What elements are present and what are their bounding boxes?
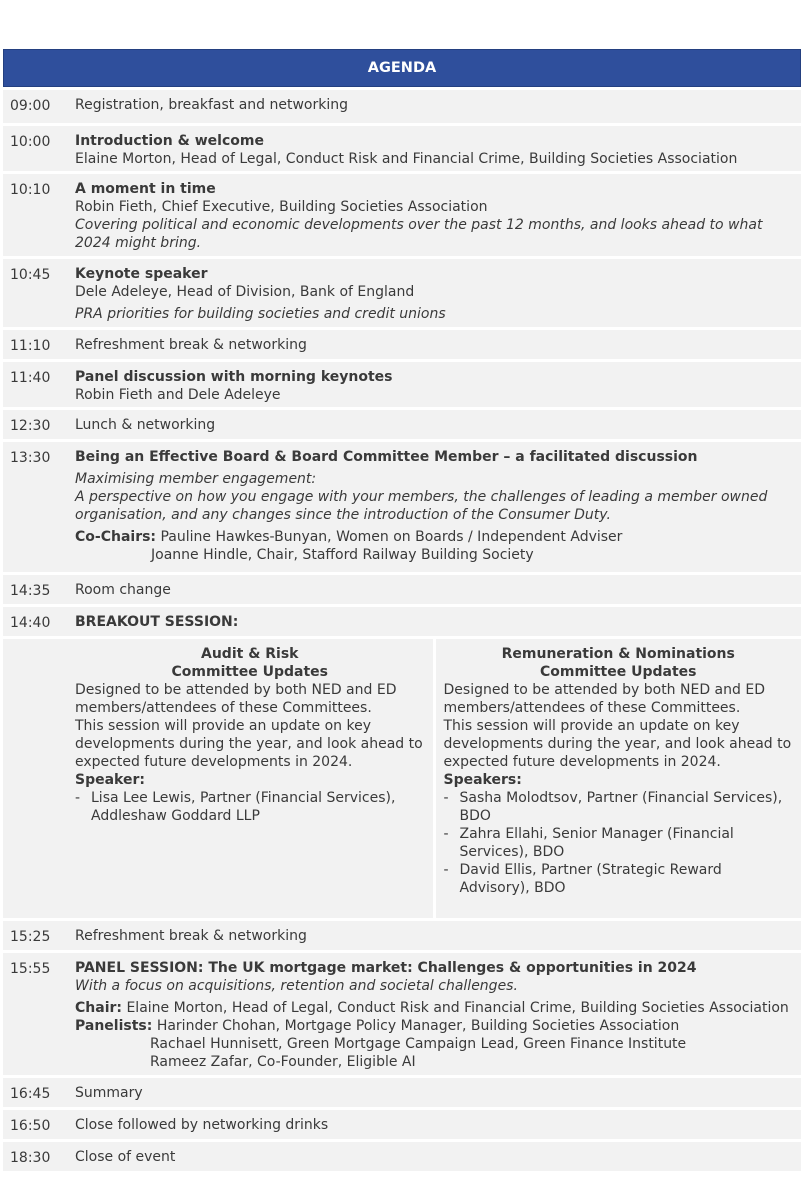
row-time-empty (3, 639, 64, 918)
row-body (67, 126, 801, 171)
bullet-dash: - (443, 790, 449, 806)
breakout-row (3, 639, 801, 918)
row-title: Refreshment break & networking (75, 928, 307, 944)
agenda-row (3, 126, 801, 171)
agenda-row (3, 259, 801, 327)
row-description: Covering political and economic developments over the past 12 months, and looks ahead to what 2024 might bring. (75, 217, 763, 251)
agenda-row (3, 362, 801, 407)
panelists-label: Panelists: (75, 1018, 153, 1034)
row-title: Lunch & networking (75, 417, 216, 433)
row-body (67, 575, 801, 604)
bullet-dash: - (443, 862, 449, 878)
row-body (67, 1110, 801, 1139)
agenda-row (3, 90, 801, 123)
breakout-speaker (444, 789, 794, 825)
breakout-title-line1: Audit & Risk (201, 646, 299, 662)
breakout-speaker-label: Speakers: (443, 772, 522, 788)
row-title: PANEL SESSION: The UK mortgage market: Challenges & opportunities in 2024 (75, 960, 697, 976)
row-time: 14:35 (10, 583, 51, 599)
row-speaker: Dele Adeleye, Head of Division, Bank of England (75, 284, 415, 300)
row-title: Registration, breakfast and networking (75, 97, 348, 113)
agenda-title: AGENDA (367, 60, 437, 76)
breakout-sessions (67, 639, 801, 918)
cochairs-label: Co-Chairs: (75, 529, 157, 545)
row-body (67, 442, 801, 572)
speaker-name: Zahra Ellahi, Senior Manager (Financial Services), BDO (459, 826, 734, 860)
agenda-table (3, 49, 801, 1171)
chair-label: Chair: (75, 1000, 122, 1016)
breakout-intro: Designed to be attended by both NED and ED members/attendees of these Committees. (75, 682, 397, 716)
row-body (67, 1078, 801, 1107)
row-title: Being an Effective Board & Board Committee Member – a facilitated discussion (75, 449, 698, 465)
bullet-dash: - (443, 826, 449, 842)
breakout-summary: This session will provide an update on key developments during the year, and look ahead to expected future developments in 2024. (75, 718, 423, 770)
breakout-intro: Designed to be attended by both NED and ED members/attendees of these Committees. (443, 682, 765, 716)
row-body (67, 410, 801, 439)
row-description: PRA priorities for building societies and credit unions (75, 306, 446, 322)
row-speaker: Robin Fieth and Dele Adeleye (75, 387, 281, 403)
breakout-audit-risk (67, 639, 433, 918)
row-body (67, 330, 801, 359)
panelist-3: Rameez Zafar, Co-Founder, Eligible AI (150, 1054, 416, 1070)
row-body (67, 259, 801, 327)
row-time: 14:40 (10, 615, 51, 631)
row-title: A moment in time (75, 181, 216, 197)
row-body (67, 607, 801, 636)
agenda-row (3, 953, 801, 1075)
agenda-row (3, 410, 801, 439)
cochair-1: Pauline Hawkes-Bunyan, Women on Boards / Independent Adviser (160, 529, 623, 545)
row-title: Close followed by networking drinks (75, 1117, 329, 1133)
row-title: Room change (75, 582, 171, 598)
chair-name: Elaine Morton, Head of Legal, Conduct Risk and Financial Crime, Building Societies Association (126, 1000, 789, 1016)
agenda-row (3, 1078, 801, 1107)
row-time: 15:25 (10, 929, 51, 945)
agenda-row (3, 442, 801, 572)
speaker-name: David Ellis, Partner (Strategic Reward Advisory), BDO (459, 862, 722, 896)
row-time: 13:30 (10, 450, 51, 466)
row-time: 11:10 (10, 338, 51, 354)
agenda-row (3, 174, 801, 256)
row-time: 12:30 (10, 418, 51, 434)
row-time: 11:40 (10, 370, 51, 386)
breakout-speaker-label: Speaker: (75, 772, 145, 788)
breakout-title-line2: Committee Updates (540, 664, 697, 680)
breakout-remuneration-nominations (433, 639, 802, 918)
row-description: With a focus on acquisitions, retention and societal challenges. (75, 978, 518, 994)
row-title: Refreshment break & networking (75, 337, 307, 353)
row-time: 10:10 (10, 182, 51, 198)
agenda-row (3, 1110, 801, 1139)
row-time: 09:00 (10, 98, 51, 114)
agenda-header (3, 49, 801, 87)
row-speaker: Robin Fieth, Chief Executive, Building Societies Association (75, 199, 488, 215)
panelists (75, 1017, 793, 1035)
row-title: Close of event (75, 1149, 176, 1165)
panelist-2: Rachael Hunnisett, Green Mortgage Campaign Lead, Green Finance Institute (150, 1036, 687, 1052)
row-time: 15:55 (10, 961, 51, 977)
breakout-summary: This session will provide an update on key developments during the year, and look ahead to expected future developments in 2024. (443, 718, 792, 770)
breakout-speaker (444, 825, 794, 861)
panel-chair (75, 999, 793, 1017)
row-description-lead: Maximising member engagement: (75, 471, 317, 487)
row-body (67, 953, 801, 1075)
cochairs (75, 528, 793, 546)
row-body (67, 921, 801, 950)
breakout-title-line2: Committee Updates (171, 664, 328, 680)
breakout-speaker (75, 789, 425, 825)
row-time: 10:45 (10, 267, 51, 283)
breakout-title-line1: Remuneration & Nominations (501, 646, 735, 662)
speaker-name: Sasha Molodtsov, Partner (Financial Services), BDO (459, 790, 783, 824)
row-time: 18:30 (10, 1150, 51, 1166)
row-title: Summary (75, 1085, 143, 1101)
row-title: Keynote speaker (75, 266, 208, 282)
agenda-row (3, 607, 801, 636)
row-title: Introduction & welcome (75, 133, 264, 149)
row-time: 10:00 (10, 134, 51, 150)
row-title: Panel discussion with morning keynotes (75, 369, 393, 385)
agenda-row (3, 575, 801, 604)
agenda-row (3, 921, 801, 950)
speaker-name: Lisa Lee Lewis, Partner (Financial Services), Addleshaw Goddard LLP (91, 790, 396, 824)
row-time: 16:50 (10, 1118, 51, 1134)
row-body (67, 174, 801, 256)
row-body (67, 362, 801, 407)
agenda-row (3, 1142, 801, 1171)
agenda-row (3, 330, 801, 359)
row-speaker: Elaine Morton, Head of Legal, Conduct Risk and Financial Crime, Building Societies Association (75, 151, 738, 167)
panelist-1: Harinder Chohan, Mortgage Policy Manager, Building Societies Association (156, 1018, 680, 1034)
row-description: A perspective on how you engage with your members, the challenges of leading a member owned organisation, and any changes since the introduction of the Consumer Duty. (75, 489, 768, 523)
breakout-speaker (444, 861, 794, 897)
row-body (67, 90, 801, 123)
row-time: 16:45 (10, 1086, 51, 1102)
bullet-dash: - (75, 790, 81, 806)
row-body (67, 1142, 801, 1171)
cochair-2: Joanne Hindle, Chair, Stafford Railway Building Society (151, 547, 534, 563)
row-title: BREAKOUT SESSION: (75, 614, 239, 630)
